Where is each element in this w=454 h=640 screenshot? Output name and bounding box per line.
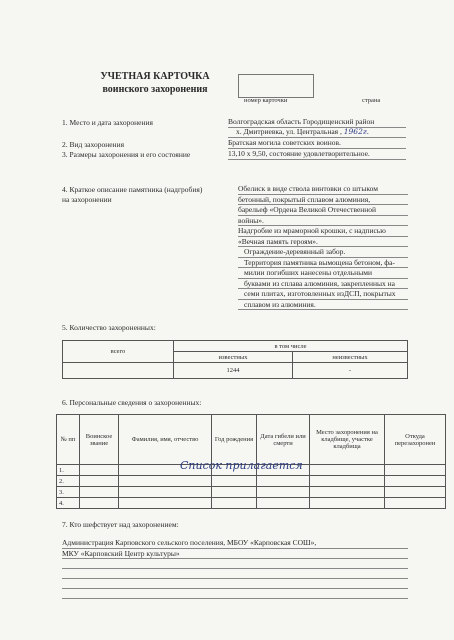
table-cell	[385, 498, 446, 509]
table-cell	[257, 476, 310, 487]
row-number: 3.	[57, 487, 80, 498]
col-birth-year: Год рождения	[212, 415, 257, 465]
col-reburied-from: Откуда перезахоронен	[385, 415, 446, 465]
section7-label: 7. Кто шефствует над захоронением:	[62, 520, 179, 529]
item4-line: войны».	[238, 216, 408, 227]
item4-line: буквами из сплава алюминия, закрепленных на	[238, 279, 408, 290]
table-cell	[310, 465, 385, 476]
col-number: № пп	[57, 415, 80, 465]
row-number: 1.	[57, 465, 80, 476]
burial-count-table	[62, 340, 408, 379]
header-known: известных	[174, 352, 293, 363]
table-cell	[310, 476, 385, 487]
item1-value-line2	[228, 127, 406, 138]
item4-line: семи плитах, изготовленных изДСП, покрытых	[238, 289, 408, 300]
blank-line	[62, 559, 408, 569]
table-cell	[80, 487, 119, 498]
table-cell	[385, 487, 446, 498]
item1-address: х. Дмитриевка, ул. Центральная ,	[236, 127, 342, 136]
item1-value-line1: Волгоградская область Городищенский район	[228, 117, 406, 128]
item4-line: «Вечная память героям».	[238, 237, 408, 248]
item4-line: Территория памятника вымощена бетоном, фа-	[238, 258, 408, 269]
col-death-date: Дата гибели или смерти	[257, 415, 310, 465]
handwritten-list-attached: Список прилагается	[180, 459, 303, 472]
col-name: Фамилия, имя, отчество	[119, 415, 212, 465]
table-cell	[80, 476, 119, 487]
section6-label: 6. Персональные сведения о захороненных:	[62, 398, 202, 407]
item4-line: сплавом из алюминия.	[238, 300, 408, 311]
item2-label: 2. Вид захоронения	[62, 140, 125, 149]
section5-label: 5. Количество захороненных:	[62, 323, 156, 332]
header-including: в том числе	[174, 341, 408, 352]
item3-label: 3. Размеры захоронения и его состояние	[62, 150, 191, 159]
table-cell	[212, 487, 257, 498]
item3-value: 13,10 х 9,50, состояние удовлетворительное.	[228, 149, 406, 160]
title-line-1: УЧЕТНАЯ КАРТОЧКА	[100, 71, 210, 82]
patronage-line-1: Администрация Карповского сельского поселения, МБОУ «Карповская СОШ»,	[62, 538, 408, 549]
item2-value: Братская могила советских воинов.	[228, 138, 406, 149]
table-cell	[385, 476, 446, 487]
item1-label: 1. Место и дата захоронения	[62, 118, 153, 127]
item4-line: бетонный, покрытый сплавом алюминия,	[238, 195, 408, 206]
table-cell	[80, 498, 119, 509]
col-rank: Воинское звание	[80, 415, 119, 465]
patronage-line-2: МКУ «Карповский Центр культуры»	[62, 549, 408, 560]
table-cell	[212, 498, 257, 509]
item4-label-line2: на захоронении	[62, 194, 112, 204]
table-cell	[310, 498, 385, 509]
table-cell	[119, 498, 212, 509]
country-label: страна	[362, 97, 381, 104]
table-cell	[257, 487, 310, 498]
document-title	[80, 70, 230, 96]
item4-line: Ограждение-деревянный забор.	[238, 247, 408, 258]
col-burial-place: Место захоронения на кладбище, участке кладбища	[310, 415, 385, 465]
header-unknown: неизвестных	[293, 352, 408, 363]
item1-year-handwritten: 1962г.	[343, 127, 370, 136]
row-number: 2.	[57, 476, 80, 487]
blank-line	[62, 589, 408, 599]
item4-label	[62, 185, 202, 204]
item4-line: барельеф «Ордена Великой Отечественной	[238, 205, 408, 216]
table-cell	[257, 498, 310, 509]
table-cell	[310, 487, 385, 498]
value-unknown: -	[293, 363, 408, 379]
value-known: 1244	[174, 363, 293, 379]
table-cell	[119, 476, 212, 487]
header-total: всего	[63, 341, 174, 363]
blank-line	[62, 579, 408, 589]
patronage-lines	[62, 538, 408, 599]
table-cell	[119, 487, 212, 498]
table-cell	[80, 465, 119, 476]
row-number: 4.	[57, 498, 80, 509]
value-total	[63, 363, 174, 379]
item4-line: Надгробие из мраморной крошки, с надписью	[238, 226, 408, 237]
card-number-label: номер карточки	[244, 97, 288, 104]
item4-line: Обелиск в виде ствола винтовки со штыком	[238, 184, 408, 195]
title-line-2: воинского захоронения	[102, 84, 208, 95]
table-cell	[212, 476, 257, 487]
card-number-box	[238, 74, 314, 98]
table-cell	[385, 465, 446, 476]
blank-line	[62, 569, 408, 579]
item4-label-line1: 4. Краткое описание памятника (надгробия)	[62, 185, 203, 194]
item4-line: милии погибших нанесены отдельными	[238, 268, 408, 279]
item4-description	[238, 184, 408, 310]
